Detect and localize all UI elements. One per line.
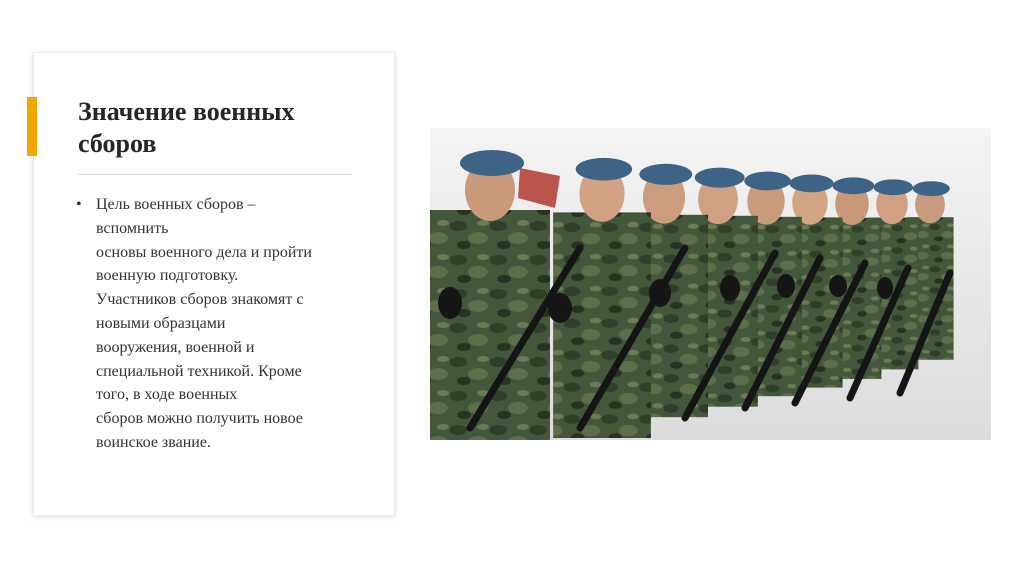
body-line: специальной техникой. Кроме <box>96 362 302 380</box>
marching-soldiers-photo <box>430 128 991 440</box>
title-line-2: сборов <box>78 129 157 158</box>
body-line: военную подготовку. <box>96 267 239 285</box>
body-line: воинское звание. <box>96 433 211 451</box>
photo-illustration <box>430 128 991 440</box>
title-divider <box>78 174 352 175</box>
body-line: Цель военных сборов – <box>96 196 256 213</box>
bullet-text <box>96 193 376 455</box>
bullet-marker: • <box>76 196 82 213</box>
body-line: вспомнить <box>96 219 169 237</box>
slide-title <box>78 96 378 160</box>
accent-bar <box>27 97 37 156</box>
body-line: вооружения, военной и <box>96 338 255 356</box>
body-line: новыми образцами <box>96 314 226 332</box>
body-line: Участников сборов знакомят с <box>96 291 304 309</box>
body-line: основы военного дела и пройти <box>96 243 312 261</box>
title-line-1: Значение военных <box>78 97 295 126</box>
body-line: того, в ходе военных <box>96 386 238 404</box>
body-line: сборов можно получить новое <box>96 410 303 428</box>
